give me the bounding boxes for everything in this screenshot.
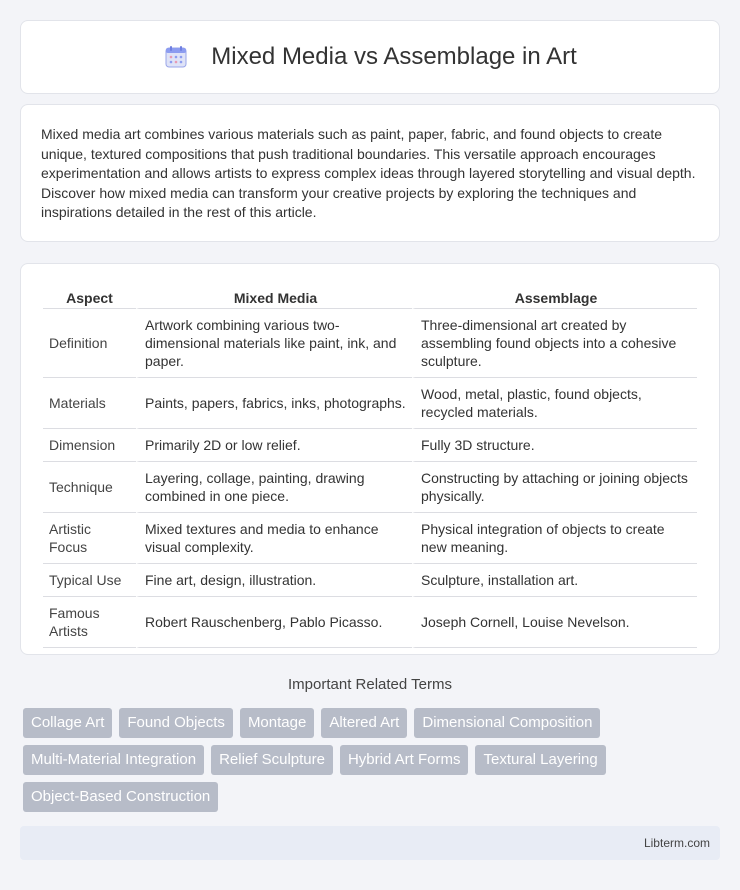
related-term-tag[interactable]: Object-Based Construction xyxy=(23,782,218,812)
header-aspect: Aspect xyxy=(43,286,136,309)
table-row xyxy=(43,309,697,378)
row-mixed-media: Mixed textures and media to enhance visual complexity. xyxy=(136,513,412,564)
row-aspect: Definition xyxy=(43,309,136,378)
row-aspect: Artistic Focus xyxy=(43,513,136,564)
related-term-tag[interactable]: Collage Art xyxy=(23,708,112,738)
row-mixed-media: Layering, collage, painting, drawing combined in one piece. xyxy=(136,462,412,513)
row-mixed-media: Fine art, design, illustration. xyxy=(136,564,412,597)
related-term-tag[interactable]: Found Objects xyxy=(119,708,233,738)
row-mixed-media: Robert Rauschenberg, Pablo Picasso. xyxy=(136,597,412,648)
title-card xyxy=(20,20,720,94)
row-mixed-media: Primarily 2D or low relief. xyxy=(136,429,412,462)
header-mixed-media: Mixed Media xyxy=(136,286,412,309)
related-term-tag[interactable]: Relief Sculpture xyxy=(211,745,333,775)
row-mixed-media: Paints, papers, fabrics, inks, photographs. xyxy=(136,378,412,429)
row-assemblage: Physical integration of objects to create new meaning. xyxy=(412,513,697,564)
row-aspect: Famous Artists xyxy=(43,597,136,648)
row-assemblage: Wood, metal, plastic, found objects, recycled materials. xyxy=(412,378,697,429)
intro-text: Mixed media art combines various materials such as paint, paper, fabric, and found objects to create unique, textured compositions that push traditional boundaries. This versatile approach encourages experimentation and allows artists to express complex ideas through layered storytelling and visual depth. Discover how mixed media can transform your creative projects by exploring the techniques and inspirations detailed in the rest of this article. xyxy=(41,126,696,220)
intro-card xyxy=(20,104,720,242)
related-term-tag[interactable]: Altered Art xyxy=(321,708,407,738)
row-assemblage: Sculpture, installation art. xyxy=(412,564,697,597)
row-aspect: Technique xyxy=(43,462,136,513)
related-terms-list xyxy=(23,708,723,819)
table-row xyxy=(43,378,697,429)
table-row xyxy=(43,462,697,513)
table-row xyxy=(43,597,697,648)
related-term-tag[interactable]: Multi-Material Integration xyxy=(23,745,204,775)
row-aspect: Materials xyxy=(43,378,136,429)
related-term-tag[interactable]: Montage xyxy=(240,708,314,738)
related-term-tag[interactable]: Textural Layering xyxy=(475,745,605,775)
header-assemblage: Assemblage xyxy=(412,286,697,309)
related-term-tag[interactable]: Hybrid Art Forms xyxy=(340,745,469,775)
comparison-table xyxy=(43,286,697,648)
table-header-row xyxy=(43,286,697,309)
table-row xyxy=(43,429,697,462)
page-title: Mixed Media vs Assemblage in Art xyxy=(211,43,577,70)
footer xyxy=(20,826,720,860)
table-row xyxy=(43,564,697,597)
footer-brand[interactable]: Libterm.com xyxy=(643,836,710,850)
row-assemblage: Joseph Cornell, Louise Nevelson. xyxy=(412,597,697,648)
row-aspect: Typical Use xyxy=(43,564,136,597)
row-assemblage: Constructing by attaching or joining objects physically. xyxy=(412,462,697,513)
row-assemblage: Three-dimensional art created by assembling found objects into a cohesive sculpture. xyxy=(412,309,697,378)
row-aspect: Dimension xyxy=(43,429,136,462)
table-row xyxy=(43,513,697,564)
row-mixed-media: Artwork combining various two-dimensional materials like paint, ink, and paper. xyxy=(136,309,412,378)
calendar-icon xyxy=(163,44,189,70)
related-terms-title: Important Related Terms xyxy=(288,676,452,693)
row-assemblage: Fully 3D structure. xyxy=(412,429,697,462)
comparison-card xyxy=(20,263,720,655)
related-term-tag[interactable]: Dimensional Composition xyxy=(414,708,600,738)
